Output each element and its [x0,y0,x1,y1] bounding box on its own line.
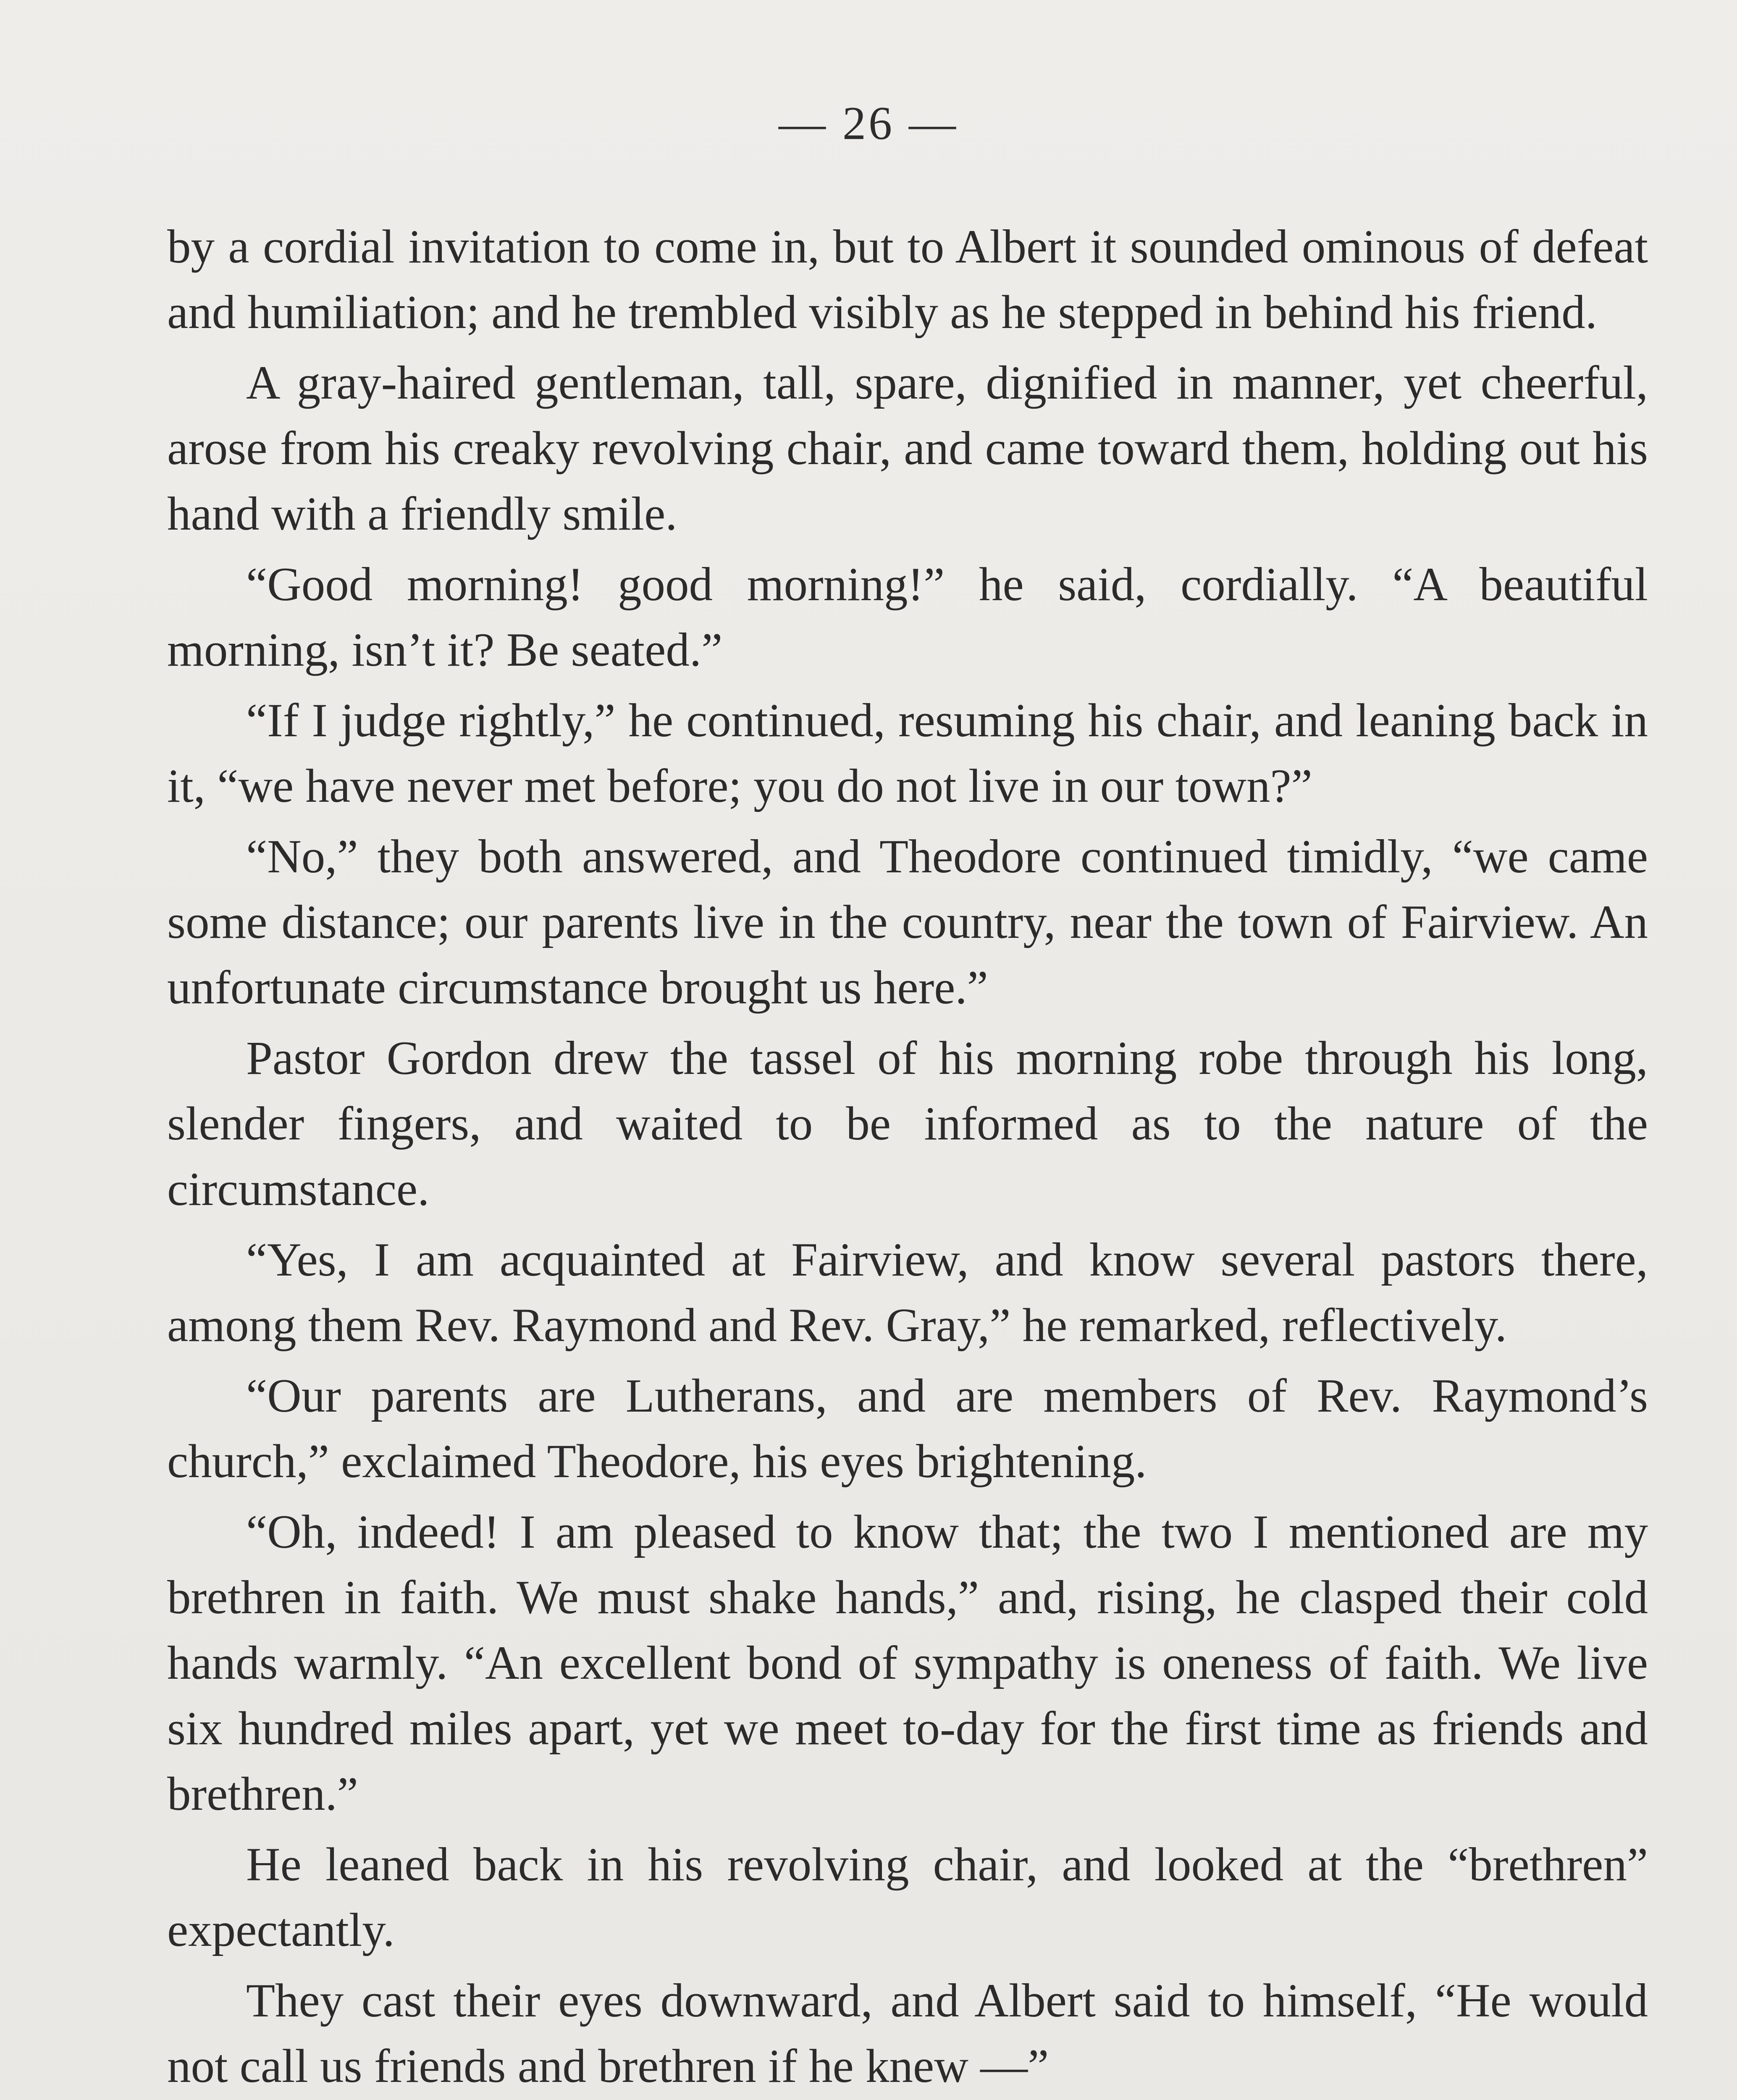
page-number: — 26 — [779,97,958,150]
paragraph-5: “No,” they both answered, and Theodore continued timidly, “we came some distance; our parents live in the country, near the town of Fairview. An unfortunate circumstance brought us here.” [167,830,1648,1014]
paragraph-10: He leaned back in his revolving chair, and looked at the “brethren” expectantly. [167,1838,1648,1956]
paragraph-1: by a cordial invitation to come in, but to Albert it sounded ominous of defeat and humiliation; and he trembled visibly as he stepped in behind his friend. [167,220,1648,339]
paragraph-4: “If I judge rightly,” he continued, resuming his chair, and leaning back in it, “we have never met before; you do not live in our town?” [167,694,1648,812]
paragraph-6: Pastor Gordon drew the tassel of his morning robe through his long, slender fingers, and waited to be informed as to the nature of the circumstance. [167,1032,1648,1215]
paragraph-11: They cast their eyes downward, and Albert said to himself, “He would not call us friends and brethren if he knew —” [167,1974,1648,2092]
body-text [167,214,1648,2100]
paragraph-9: “Oh, indeed! I am pleased to know that; the two I mentioned are my brethren in faith. We must shake hands,” and, rising, he clasped their cold hands warmly. “An excellent bond of sympathy is oneness of faith. We live six hundred miles apart, yet we meet to-day for the first time as friends and brethren.” [167,1506,1648,1820]
paragraph-7: “Yes, I am acquainted at Fairview, and know several pastors there, among them Rev. Raymond and Rev. Gray,” he remarked, reflectively. [167,1234,1648,1352]
paragraph-8: “Our parents are Lutherans, and are members of Rev. Raymond’s church,” exclaimed Theodore, his eyes brightening. [167,1370,1648,1488]
paragraph-2: A gray-haired gentleman, tall, spare, dignified in manner, yet cheerful, arose from his creaky revolving chair, and came toward them, holding out his hand with a friendly smile. [167,357,1648,540]
paragraph-3: “Good morning! good morning!” he said, cordially. “A beautiful morning, isn’t it? Be seated.” [167,558,1648,676]
